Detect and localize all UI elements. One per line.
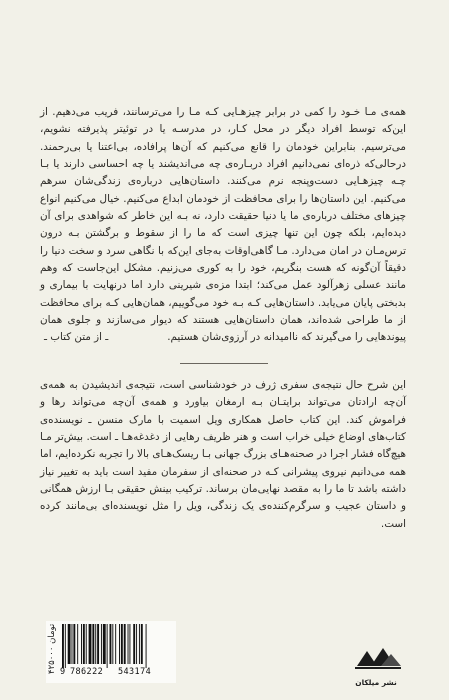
barcode-bar — [121, 624, 123, 664]
barcode-bar — [89, 624, 92, 664]
barcode-bar — [92, 624, 94, 664]
barcode-bar — [68, 624, 71, 664]
isbn-left-group: 786222 — [70, 667, 104, 677]
section-divider — [180, 363, 268, 364]
publisher-name: نشر میلکان — [355, 678, 397, 687]
barcode-bar — [83, 624, 85, 664]
barcode-bar — [110, 624, 112, 664]
barcode-bar — [128, 624, 129, 664]
barcode-bar — [97, 624, 99, 664]
barcode-bar — [129, 624, 130, 664]
isbn-number — [60, 667, 174, 679]
barcode-bar — [65, 624, 66, 668]
barcode-bar — [119, 624, 120, 664]
barcode-bar — [101, 624, 102, 664]
book-description: این شرح حال نتیجه‌ی سفری ژرف در خودشناسی است، نتیجه‌ی اندیشیدن به همه‌ی آن‌چه ارادتان می‌تواند برایتـان بـه ارمغان بیاورد و همه‌ی آن‌چه می‌تواند رها و فراموش کند. این کتاب حاصل همکاری ویل اسمیت با مارک منسن ـ نویسنده‌ی کتاب‌های اوضاع خیلی خراب است و هنر ظریف رهایی از دغدغه‌هـا ـ است. بیش‌تر مـا هیچ‌گاه فشار اجرا در صحنه‌هـای بزرگ جهانی بـا ریسک‌هـای بالا را تجربه نکرده‌ایم، اما همه می‌دانیم نیروی پیشرانی کـه در صحنه‌ای از سفرمان مفید است باید به تغییر نیاز داشته باشد تا ما را به مقصد نهایی‌مان برساند. ترکیب بینش حقیقی بـا ارزش همگانی و داستان عجیب و سرگرم‌کننده‌ی یک زندگی، ویل را مثل نویسنده‌ای بی‌مانند کرده است. — [40, 379, 406, 530]
barcode-bar — [95, 624, 96, 664]
barcode-bar — [139, 624, 140, 664]
isbn-right-group: 543174 — [118, 667, 152, 677]
barcode-bar — [141, 624, 143, 664]
barcode — [60, 624, 174, 668]
barcode-bar — [72, 624, 73, 664]
excerpt-attribution: ـ از متن کتاب ـ — [44, 331, 109, 343]
publisher-logo-icon — [347, 646, 405, 698]
isbn-prefix: 9 — [60, 667, 66, 677]
barcode-bar — [77, 624, 78, 664]
barcode-bar — [73, 624, 75, 664]
barcode-bar — [81, 624, 82, 664]
barcode-bar — [124, 624, 126, 664]
barcode-bar — [103, 624, 106, 664]
barcode-bar — [107, 624, 108, 668]
price-label: ۴۲۵۰۰۰ تومان — [47, 623, 57, 674]
barcode-bar — [133, 624, 135, 664]
barcode-bar — [112, 624, 113, 664]
barcode-bar — [136, 624, 137, 664]
barcode-bar — [115, 624, 116, 664]
excerpt-paragraph: همه‌ی مـا خـود را کمی در برابر چیزهـایی کـه مـا را می‌ترسانند، فریب می‌دهیم. از این‌که توسط افراد دیگر در محل کـار، در مدرسـه یا در توئیتر پذیرفته نشویم، می‌ترسیم. بنابراین خودمان را قانع می‌کنیم که آن‌ها پرافاده، بی‌اعتنا یا بی‌رحمند. درحالی‌که ذره‌ای نمی‌دانیم افراد دربـاره‌ی چه می‌اندیشند یا چه احساسی دارند یا بـا چـه چیزهـایی دست‌وپنجه نرم می‌کنند. داستان‌هایی درباره‌ی زندگی‌شان سرهم می‌کنیم. این داستان‌ها را برای محافظت از خودمان ابداع می‌کنیم. خیال می‌کنیم انواع چیزهای مختلف درباره‌ی ما یا دنیا حقیقت دارد، نه بـه این خاطر که شواهدی برای آن دیده‌ایم، بلکه چون این تنها چیزی است که ما را از سقوط و برگشتن بـه درون ترس‌مـان در امان می‌دارد. مـا گاهی‌اوقات به‌جای این‌که با نگاهی سرد و سخت دنیا را دقیقاً آن‌گونه که هست بنگریم، خود را به کوری می‌زنیم. مشکل این‌جاست که وهم مانند عسلی زهرآلود عمل می‌کند؛ ابتدا مزه‌ی شیرینی دارد اما درنهایت با بیماری و بدبختی پایان می‌یابد. داستان‌هایی کـه بـه خود می‌گوییم، همان‌هایی کـه برای محافظت از ما طراحی شده‌اند، همان داستان‌هایی هستند که دیوار می‌سازند و جلوی همان پیوندهایی را می‌گیرند که ناامیدانه در آرزوی‌شان هستیم. — [40, 106, 406, 344]
barcode-bar — [86, 624, 87, 664]
barcode-bar — [62, 624, 64, 668]
barcode-bar — [146, 624, 147, 668]
